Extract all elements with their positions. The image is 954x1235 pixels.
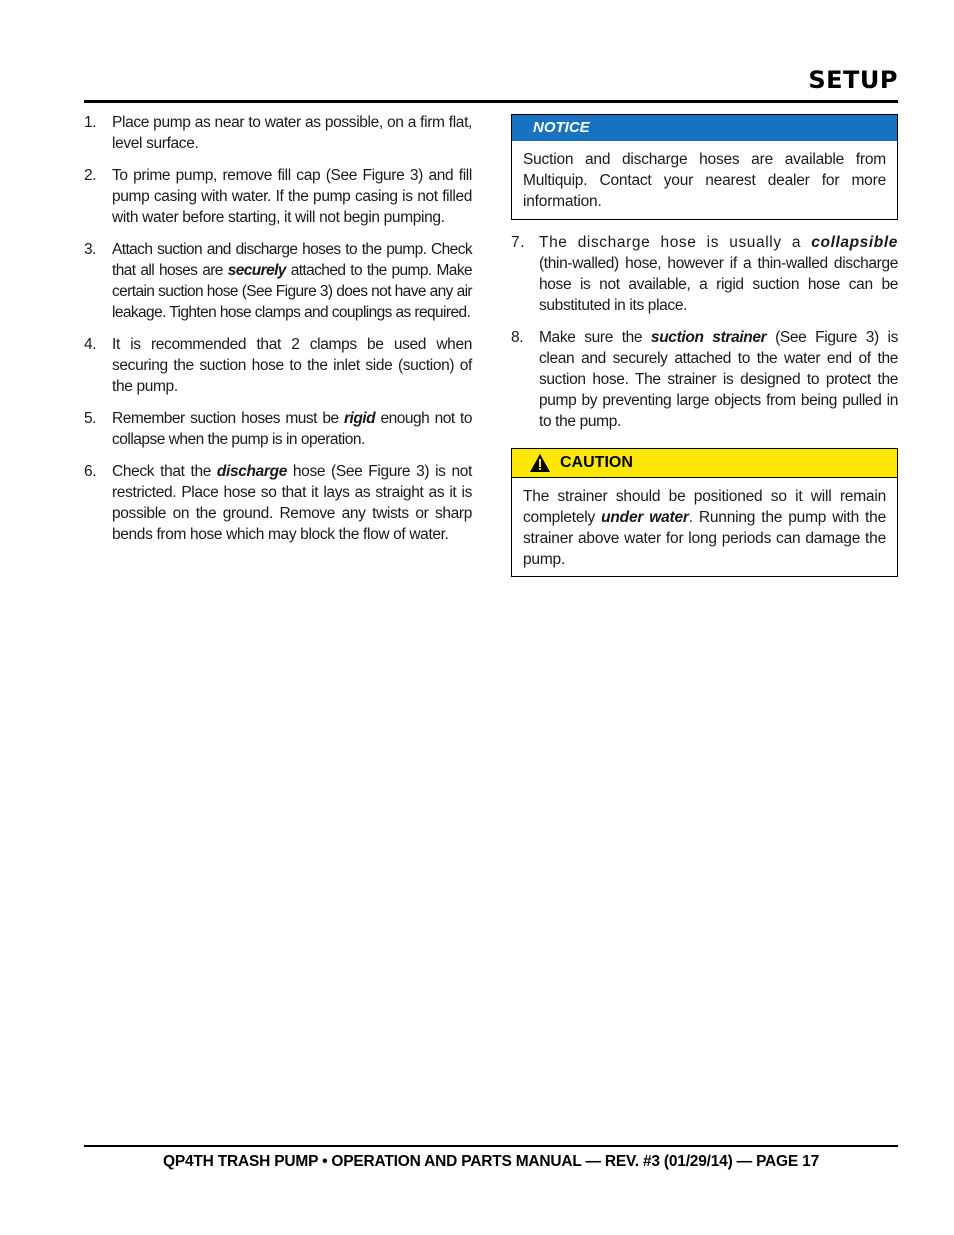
step-item-6 [84, 461, 472, 545]
step-text: Place pump as near to water as possible, on a firm flat, level surface. [112, 114, 472, 152]
caution-label: CAUTION [560, 454, 633, 471]
right-steps-list [511, 232, 898, 432]
step-text: (See Figure 3) is clean and securely attached to the water end of the suction hose. The strainer is designed to protect the pump by preventing large objects from being pulled in to the pump. [539, 329, 899, 430]
emphasis-suction-strainer: suction strainer [650, 329, 767, 346]
step-number: 5. [84, 410, 96, 427]
step-number: 2. [84, 167, 97, 184]
step-number: 4. [84, 336, 97, 353]
right-column [511, 114, 898, 577]
step-item-1 [84, 112, 472, 154]
step-text: To prime pump, remove fill cap (See Figure 3) and fill pump casing with water. If the pump casing is not filled with water before starting, it will not begin pumping. [112, 167, 472, 226]
page-title: SETUP [808, 66, 898, 94]
step-number: 8. [511, 329, 524, 346]
step-text: hose (See Figure 3) is not restricted. Place hose so that it lays as straight as it is possible on the ground. Remove any twists or sharp bends from hose which may block the flow of water. [112, 463, 472, 543]
left-steps-list [84, 112, 472, 545]
step-text: It is recommended that 2 clamps be used when securing the suction hose to the inlet side (suction) of the pump. [112, 336, 472, 395]
emphasis-collapsible: collapsible [811, 234, 898, 251]
step-text: The discharge hose is usually a [539, 234, 812, 251]
step-item-4 [84, 334, 472, 397]
top-divider [84, 100, 898, 103]
step-text: Make sure the [539, 329, 651, 346]
step-text: Check that the [112, 463, 217, 480]
emphasis-rigid: rigid [343, 410, 376, 427]
left-column [84, 112, 472, 556]
step-item-8 [511, 327, 898, 432]
notice-box [511, 114, 898, 220]
step-text: Attach suction and discharge hoses to the pump. Check that all hoses are [112, 241, 472, 279]
page-footer: QP4TH TRASH PUMP • OPERATION AND PARTS MANUAL — REV. #3 (01/29/14) — PAGE 17 [162, 1153, 819, 1170]
emphasis-securely: securely [227, 262, 286, 279]
step-number: 6. [84, 463, 97, 480]
caution-text-part: The strainer should be positioned so it will remain completely [523, 488, 886, 526]
emphasis-discharge: discharge [216, 463, 287, 480]
bottom-divider [84, 1145, 898, 1147]
step-text: Remember suction hoses must be [112, 410, 344, 427]
step-number: 3. [84, 241, 96, 258]
step-number: 1. [84, 114, 97, 131]
step-item-7 [511, 232, 898, 316]
caution-text-part: . Running the pump with the strainer above water for long periods can damage the pump. [523, 509, 887, 568]
step-item-5 [84, 408, 472, 450]
caution-text [512, 478, 897, 576]
notice-text: Suction and discharge hoses are available from Multiquip. Contact your nearest dealer for more information. [523, 151, 886, 210]
step-item-2 [84, 165, 472, 228]
caution-header [512, 449, 897, 478]
step-text: (thin-walled) hose, however if a thin-walled discharge hose is not available, a rigid suction hose can be substituted in its place. [539, 255, 898, 314]
notice-header: NOTICE [512, 115, 897, 141]
step-text: enough not to collapse when the pump is in operation. [112, 410, 472, 448]
step-number: 7. [511, 234, 526, 251]
caution-box [511, 448, 898, 577]
step-text: attached to the pump. Make certain suction hose (See Figure 3) does not have any air leakage. Tighten hose clamps and couplings as required. [112, 262, 472, 321]
emphasis-under-water: under water [601, 509, 689, 526]
step-item-3 [84, 239, 472, 323]
warning-triangle-icon [529, 453, 551, 473]
